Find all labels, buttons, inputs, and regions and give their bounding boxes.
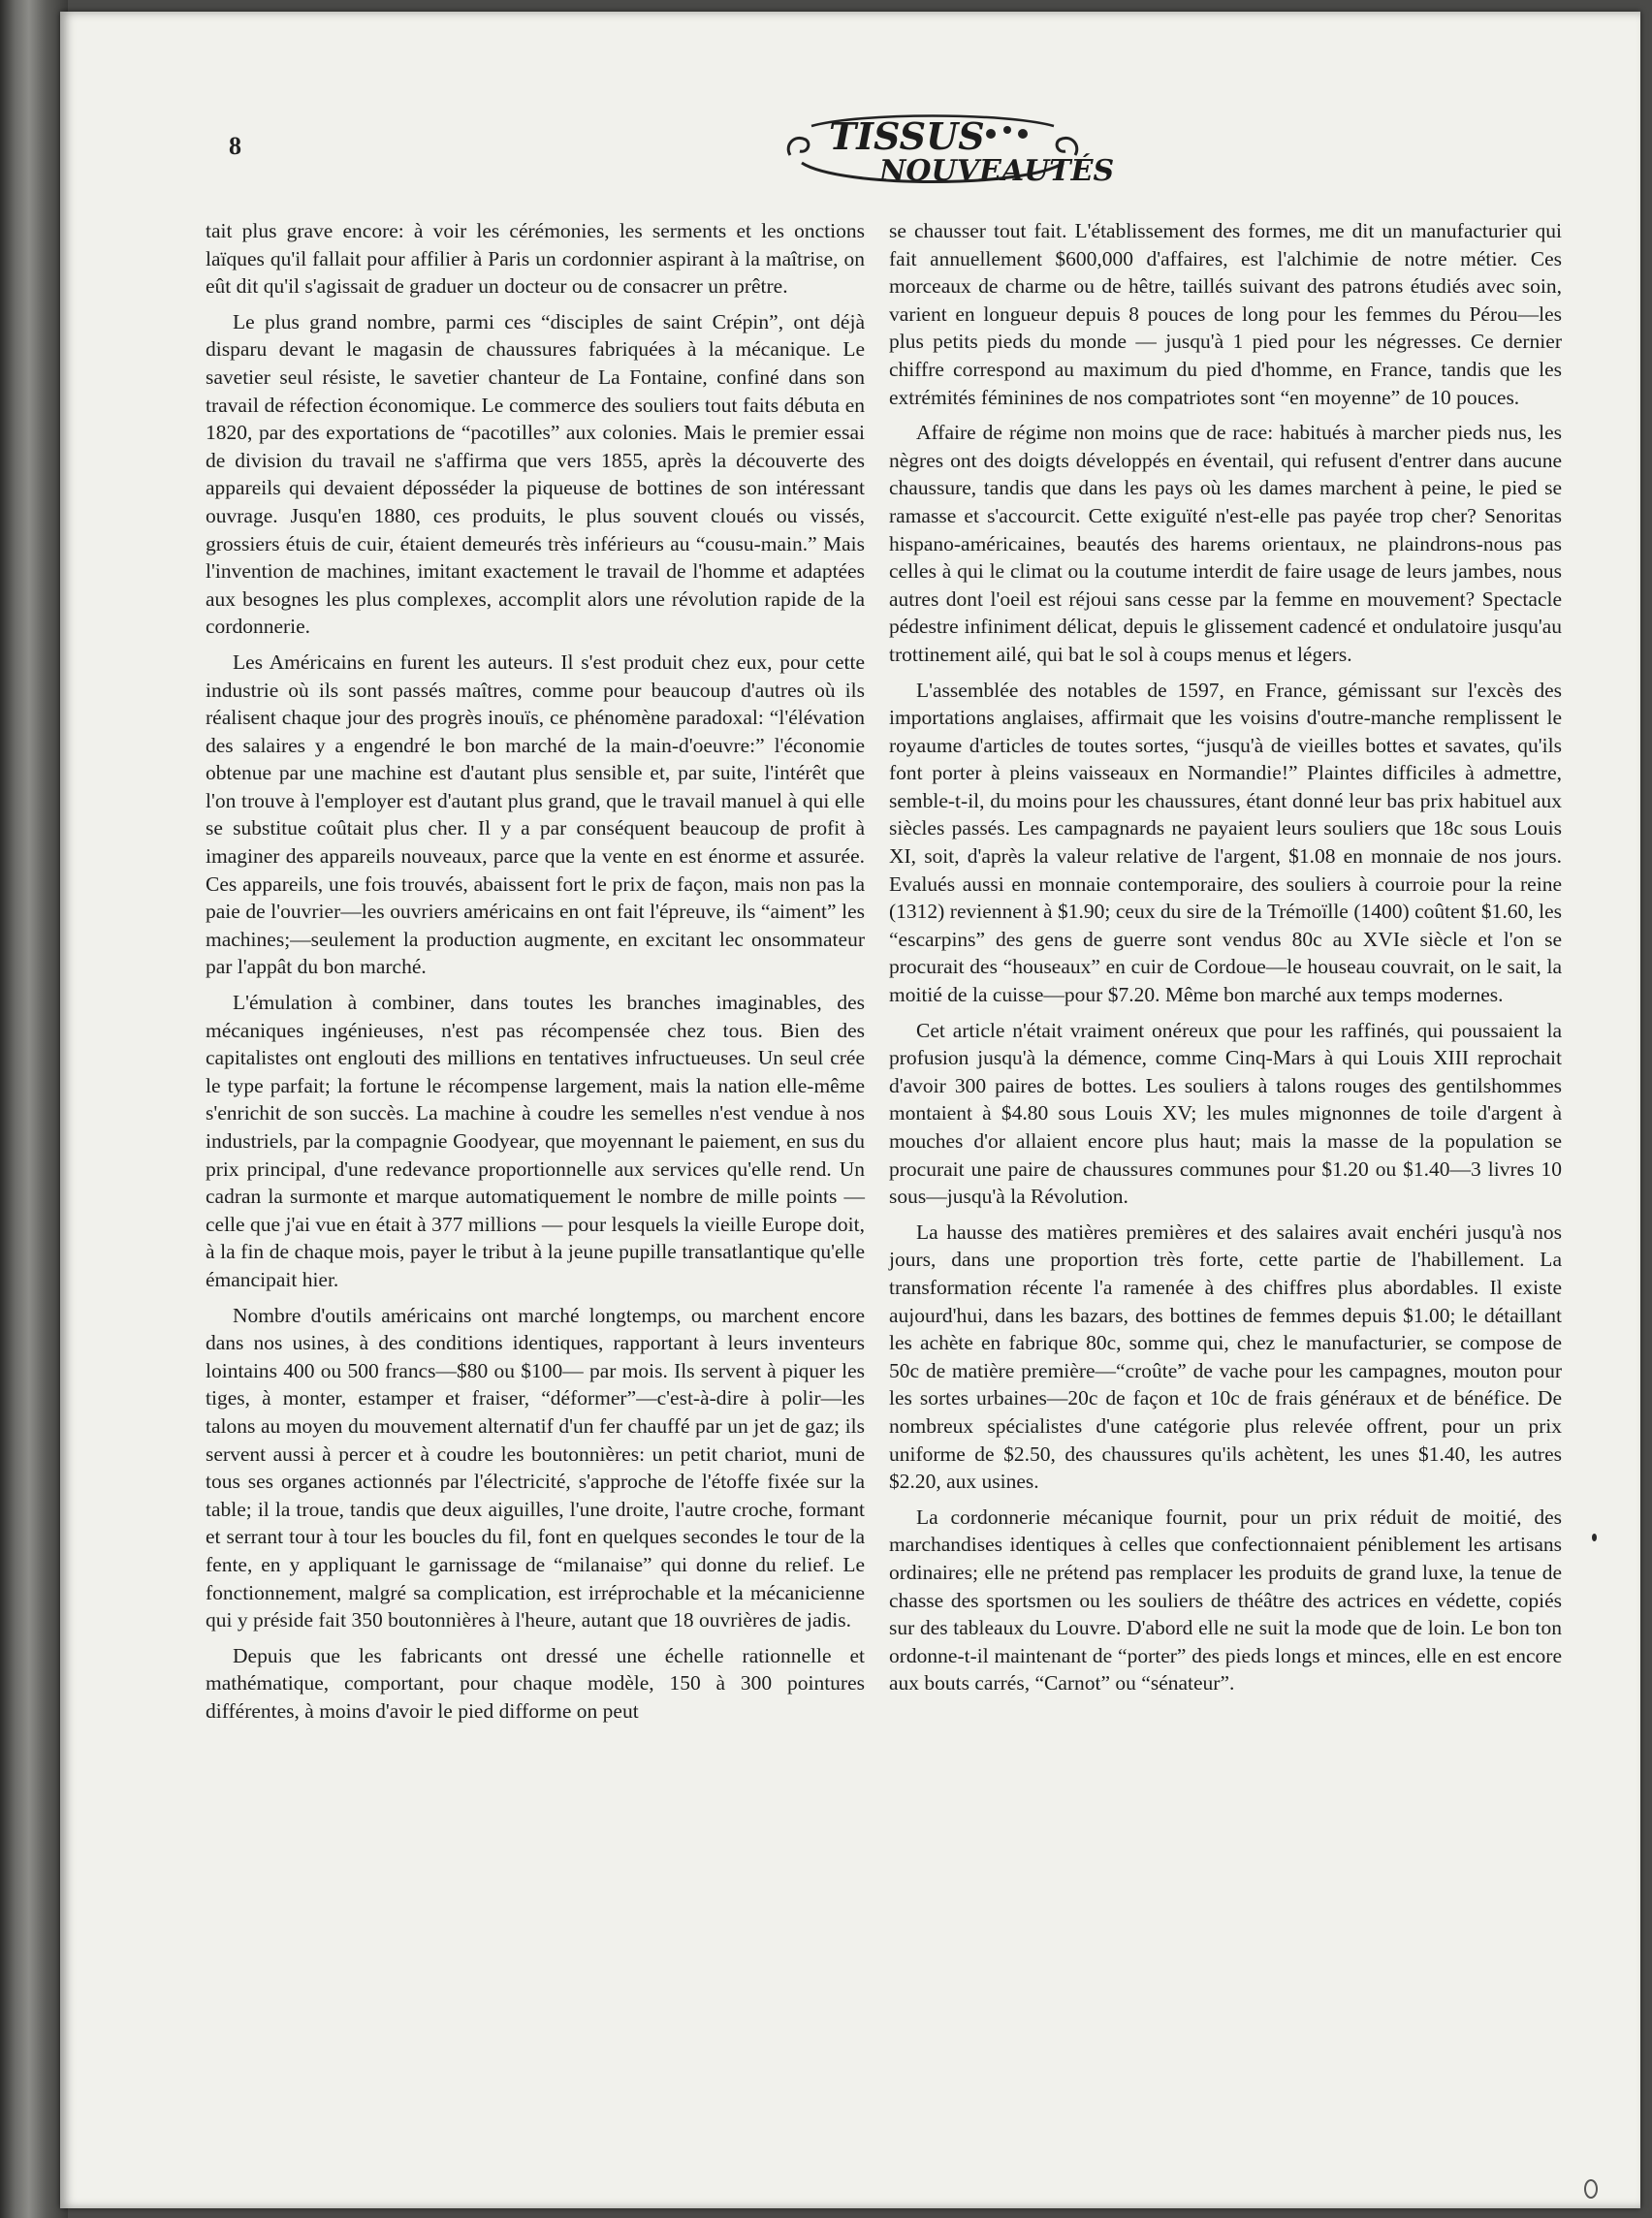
left-column (206, 217, 865, 1732)
document-page (60, 12, 1640, 2208)
right-paragraph-2: Affaire de régime non moins que de race: habitués à marcher pieds nus, les nègres ont des doigts développés en éventail, qui refusent d'entrer dans aucune chaussure, tandis que dans les pays où les dames marchent à peine, le pied se ramasse et s'accourcit. Cette exiguïté n'est-elle pas payée trop cher? Senoritas hispano-américaines, beautés des harems orientaux, ne plaindrons-nous pas celles à qui le climat ou la coutume interdit de faire usage de leurs jambes, nous autres dont l'oeil est réjoui sans cesse par la femme en mouvement? Spectacle pédestre infiniment délicat, depuis le glissement cadencé et ondulatoire jusqu'au trottinement ailé, qui bat le sol à coups menus et légers. (889, 421, 1562, 666)
left-paragraph-5: Nombre d'outils américains ont marché longtemps, ou marchent encore dans nos usines, à des conditions identiques, rapportant à leurs inventeurs lointains 400 ou 500 francs—$80 ou $100— par mois. Ils servent à piquer les tiges, à monter, estamper et fraiser, “déformer”—c'est-à-dire à polir—les talons au moyen du mouvement alternatif d'un fer chauffé par un jet de gaz; ils servent aussi à percer et à coudre les boutonnières: un petit chariot, muni de tous ses organes actionnés par l'électricité, s'approche de l'étoffe fixée sur la table; il la troue, tandis que deux aiguilles, l'une droite, l'autre croche, formant et serrant tour à tour les boucles du fil, font en quelques secondes le tour de la fente, en y appliquant le garnissage de “milanaise” qui donne du relief. Le fonctionnement, malgré sa complication, est irréprochable et la mécanicienne qui y préside fait 350 boutonnières à l'heure, autant que 18 ouvrières de jadis. (206, 1303, 865, 1632)
masthead-logo (782, 105, 1115, 202)
print-speck (1584, 2179, 1598, 2199)
masthead-logo-art (782, 105, 1115, 202)
left-paragraph-3: Les Américains en furent les auteurs. Il s'est produit chez eux, pour cette industrie où ils sont passés maîtres, comme pour beaucoup d'autres où ils réalisent chaque jour des progrès inouïs, ce phénomène paradoxal: “l'élévation des salaires y a engendré le bon marché de la main-d'oeuvre:” l'économie obtenue par une machine est d'autant plus sensible et, par suite, l'intérêt que l'on trouve à l'employer est d'autant plus grand, que le travail manuel à qui elle se substitue coûtait plus cher. Il y a par conséquent beaucoup de profit à imaginer des appareils nouveaux, parce que la vente en est énorme et assurée. Ces appareils, une fois trouvés, abaissent fort le prix de façon, mais non pas la paie de l'ouvrier—les ouvriers américains en ont fait l'épreuve, ils “aiment” les machines;—seulement la production augmente, en excitant lec onsommateur par l'appât du bon marché. (206, 650, 865, 979)
right-column (889, 217, 1562, 1705)
print-speck (1592, 1534, 1597, 1541)
left-paragraph-2: Le plus grand nombre, parmi ces “disciples de saint Crépin”, ont déjà disparu devant le magasin de chaussures fabriquées à la mécanique. Le savetier seul résiste, le savetier chanteur de La Fontaine, confiné dans son travail de réfection économique. Le commerce des souliers tout faits débuta en 1820, par des exportations de “pacotilles” aux colonies. Mais le premier essai de division du travail ne s'affirma que vers 1855, après la découverte des appareils qui devaient déposséder la piqueuse de bottines de son intéressant ouvrage. Jusqu'en 1880, ces produits, le plus souvent cloués ou vissés, grossiers étuis de cuir, étaient demeurés très inférieurs au “cousu-main.” Mais l'invention de machines, imitant exactement le travail de l'homme et adaptées aux besognes les plus complexes, accomplit alors une révolution rapide de la cordonnerie. (206, 309, 865, 639)
right-paragraph-4: Cet article n'était vraiment onéreux que pour les raffinés, qui poussaient la profusion jusqu'à la démence, comme Cinq-Mars à qui Louis XIII reprochait d'avoir 300 paires de bottes. Les souliers à talons rouges des gentilshommes montaient à $4.80 sous Louis XV; les mules mignonnes de toile d'argent à mouches d'or allaient encore plus haut; mais la masse de la population se procurait une paire de chaussures communes pour $1.20 ou $1.40—3 livres 10 sous—jusqu'à la Révolution. (889, 1018, 1562, 1209)
left-paragraph-6: Depuis que les fabricants ont dressé une échelle rationnelle et mathématique, comportant, pour chaque modèle, 150 à 300 pointures différentes, à moins d'avoir le pied difforme on peut (206, 1643, 865, 1723)
book-binding (0, 0, 68, 2218)
left-paragraph-4: L'émulation à combiner, dans toutes les branches imaginables, des mécaniques ingénieuses, n'est pas récompensée chez tous. Bien des capitalistes ont englouti des millions en tentatives infructueuses. Un seul crée le type parfait; la fortune le récompense largement, mais la nation elle-même s'enrichit de son succès. La machine à coudre les semelles n'est vendue à nos industriels, par la compagnie Goodyear, que moyennant le paiement, en sus du prix principal, d'une redevance proportionnelle aux services qu'elle rend. Un cadran la surmonte et marque automatiquement le nombre de mille points — celle que j'ai vue en était à 377 millions — pour lesquels la vieille Europe doit, à la fin de chaque mois, payer le tribut à la jeune pupille transatlantique qu'elle émancipait hier. (206, 991, 865, 1291)
right-paragraph-5: La hausse des matières premières et des salaires avait enchéri jusqu'à nos jours, dans une proportion très forte, cette partie de l'habillement. La transformation récente l'a ramenée à des chiffres plus abordables. Il existe aujourd'hui, dans les bazars, des bottines de femmes depuis $1.00; le détaillant les achète en fabrique 80c, somme qui, chez le manufacturier, se compose de 50c de matière première—“croûte” de vache pour les campagnes, mouton pour les sortes urbaines—20c de façon et 10c de frais généraux et de bénéfice. De nombreux spécialistes d'une catégorie plus relevée offrent, pour un prix uniforme de $2.50, des chaussures qu'ils achètent, les unes $1.40, les autres $2.20, aux usines. (889, 1220, 1562, 1494)
left-paragraph-1: tait plus grave encore: à voir les cérémonies, les serments et les onctions laïques qu'il fallait pour affilier à Paris un cordonnier aspirant à la maîtrise, on eût dit qu'il s'agissait de graduer un docteur ou de consacrer un prêtre. (206, 219, 865, 299)
masthead-line2: NOUVEAUTÉS (879, 154, 1115, 188)
right-paragraph-6: La cordonnerie mécanique fournit, pour un prix réduit de moitié, des marchandises identiques à celles que confectionnaient péniblement les artisans ordinaires; elle ne prétend pas remplacer les produits de grand luxe, la tenue de chasse des sportsmen ou les souliers de théâtre des actrices en védette, copiés sur des tableaux du Louvre. D'abord elle ne suit la mode que de loin. Le bon ton ordonne-t-il maintenant de “porter” des pieds longs et minces, elle en est encore aux bouts carrés, “Carnot” ou “sénateur”. (889, 1505, 1562, 1695)
page-number: 8 (229, 132, 241, 160)
right-paragraph-3: L'assemblée des notables de 1597, en France, gémissant sur l'excès des importations anglaises, affirmait que les voisins d'outre-manche remplissent le royaume d'articles de toutes sortes, “jusqu'à de vieilles bottes et savates, qu'ils font porter à pleins vaisseaux en Normandie!” Plaintes difficiles à admettre, semble-t-il, du moins pour les chaussures, étant donné leur bas prix habituel aux siècles passés. Les campagnards ne payaient leurs souliers que 18c sous Louis XI, soit, d'après la valeur relative de l'argent, $1.08 en monnaie de nos jours. Evalués aussi en monnaie contemporaire, des souliers à courroie pour la reine (1312) reviennent à $1.90; ceux du sire de la Trémoïlle (1400) coûtent $1.60, les “escarpins” des gens de guerre sont vendus 80c au XVIe siècle et l'on se procurait des “houseaux” en cuir de Cordoue—le houseau couvrait, on le sait, la moitié de la cuisse—pour $7.20. Même bon marché aux temps modernes. (889, 678, 1562, 1007)
masthead-line1: TISSUS (829, 114, 985, 158)
right-paragraph-1: se chausser tout fait. L'établissement des formes, me dit un manufacturier qui fait annuellement $600,000 d'affaires, est l'alchimie de notre métier. Ces morceaux de charme ou de hêtre, taillés suivant des patrons étudiés avec soin, varient en longueur depuis 8 pouces de long pour les femmes du Pérou—les plus petits pieds du monde — jusqu'à 1 pied pour les négresses. Ce dernier chiffre correspond au maximum du pied d'homme, en France, tandis que les extrémités féminines de nos compatriotes sont “en moyenne” de 10 pouces. (889, 219, 1562, 409)
